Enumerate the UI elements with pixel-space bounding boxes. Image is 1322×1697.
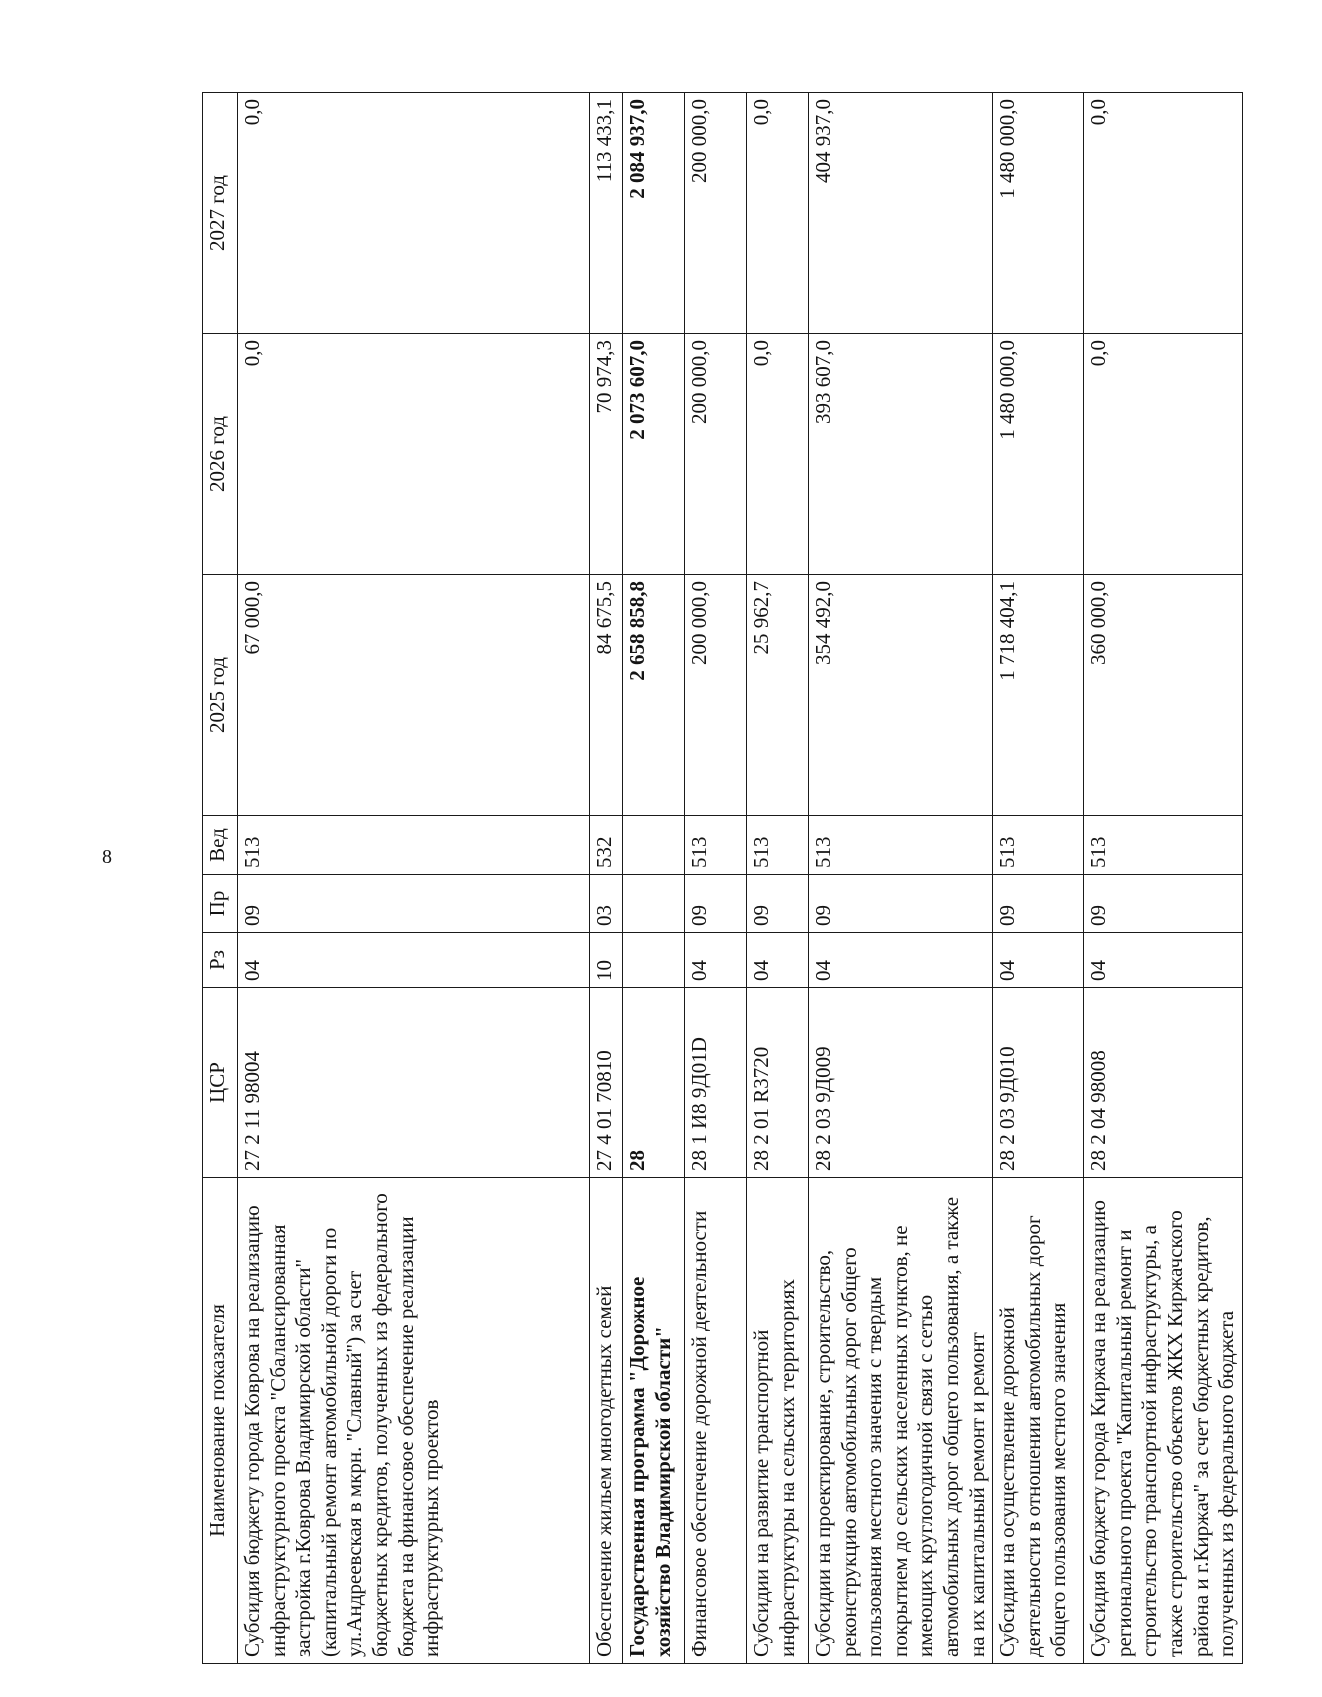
cell-name: Финансовое обеспечение дорожной деятельности (685, 1178, 747, 1664)
header-name: Наименование показателя (203, 1178, 238, 1664)
cell-name: Субсидия бюджету города Киржача на реализацию регионального проекта "Капитальный ремонт и строительство транспортной инфраструктуры, а также строительство объектов ЖКХ Киржачского района и г.Киржач" за счет бюджетных кредитов, полученных из федерального бюджета (1084, 1178, 1243, 1664)
cell-2025: 200 000,0 (685, 575, 747, 816)
cell-ved: 513 (1084, 816, 1243, 875)
page-number: 8 (102, 846, 112, 868)
cell-ved: 513 (993, 816, 1084, 875)
cell-2025: 2 658 858,8 (623, 575, 685, 816)
cell-rz: 04 (993, 933, 1084, 988)
table-row (238, 93, 590, 1664)
cell-2026: 0,0 (238, 334, 590, 575)
cell-pr: 09 (238, 875, 590, 933)
cell-csr: 28 2 03 9Д009 (809, 988, 993, 1178)
cell-2026: 393 607,0 (809, 334, 993, 575)
cell-ved: 513 (809, 816, 993, 875)
cell-pr: 09 (993, 875, 1084, 933)
table-row (685, 93, 747, 1664)
header-rz: Рз (203, 933, 238, 988)
cell-2026: 0,0 (1084, 334, 1243, 575)
cell-2025: 67 000,0 (238, 575, 590, 816)
cell-pr (623, 875, 685, 933)
cell-rz: 04 (747, 933, 809, 988)
cell-rz (623, 933, 685, 988)
cell-2025: 25 962,7 (747, 575, 809, 816)
table-row (590, 93, 623, 1664)
cell-name: Субсидия бюджету города Коврова на реализацию инфраструктурного проекта "Сбалансированная застройка г.Коврова Владимирской области" (капитальный ремонт автомобильной дороги по ул.Андреевская в мкрн. "Славный") за счет бюджетных кредитов, полученных из федерального бюджета на финансовое обеспечение реализации инфраструктурных проектов (238, 1178, 590, 1664)
cell-name: Субсидии на осуществление дорожной деятельности в отношении автомобильных дорог общего пользования местного значения (993, 1178, 1084, 1664)
cell-2027: 2 084 937,0 (623, 93, 685, 334)
cell-2026: 2 073 607,0 (623, 334, 685, 575)
cell-2025: 1 718 404,1 (993, 575, 1084, 816)
cell-pr: 09 (747, 875, 809, 933)
cell-csr: 28 1 И8 9Д01D (685, 988, 747, 1178)
cell-2026: 1 480 000,0 (993, 334, 1084, 575)
table-row (623, 93, 685, 1664)
cell-ved: 532 (590, 816, 623, 875)
header-csr: ЦСР (203, 988, 238, 1178)
table-header-row (203, 93, 238, 1664)
table-row (747, 93, 809, 1664)
cell-2027: 200 000,0 (685, 93, 747, 334)
cell-2026: 70 974,3 (590, 334, 623, 575)
rotated-page-content (202, 92, 1322, 1684)
cell-pr: 09 (685, 875, 747, 933)
cell-rz: 04 (685, 933, 747, 988)
cell-2026: 200 000,0 (685, 334, 747, 575)
cell-name: Обеспечение жильем многодетных семей (590, 1178, 623, 1664)
cell-name: Субсидии на проектирование, строительство, реконструкцию автомобильных дорог общего пользования местного значения с твердым покрытием до сельских населенных пунктов, не имеющих круглогодичной связи с сетью автомобильных дорог общего пользования, а также на их капитальный ремонт и ремонт (809, 1178, 993, 1664)
cell-ved: 513 (747, 816, 809, 875)
cell-csr: 27 4 01 70810 (590, 988, 623, 1178)
cell-2027: 0,0 (238, 93, 590, 334)
cell-name: Государственная программа "Дорожное хозяйство Владимирской области" (623, 1178, 685, 1664)
cell-2027: 0,0 (1084, 93, 1243, 334)
cell-csr: 28 2 04 98008 (1084, 988, 1243, 1178)
cell-csr: 27 2 11 98004 (238, 988, 590, 1178)
cell-2026: 0,0 (747, 334, 809, 575)
table-row (1084, 93, 1243, 1664)
table-row (993, 93, 1084, 1664)
table-row (809, 93, 993, 1664)
cell-rz: 04 (809, 933, 993, 988)
header-ved: Вед (203, 816, 238, 875)
cell-pr: 09 (809, 875, 993, 933)
cell-2025: 360 000,0 (1084, 575, 1243, 816)
cell-2025: 354 492,0 (809, 575, 993, 816)
cell-csr: 28 (623, 988, 685, 1178)
cell-2025: 84 675,5 (590, 575, 623, 816)
header-2025: 2025 год (203, 575, 238, 816)
cell-2027: 0,0 (747, 93, 809, 334)
cell-2027: 1 480 000,0 (993, 93, 1084, 334)
cell-pr: 09 (1084, 875, 1243, 933)
budget-table (202, 92, 1243, 1664)
header-pr: Пр (203, 875, 238, 933)
header-2026: 2026 год (203, 334, 238, 575)
cell-name: Субсидии на развитие транспортной инфраструктуры на сельских территориях (747, 1178, 809, 1664)
cell-rz: 04 (1084, 933, 1243, 988)
cell-csr: 28 2 01 R3720 (747, 988, 809, 1178)
header-2027: 2027 год (203, 93, 238, 334)
cell-ved: 513 (685, 816, 747, 875)
cell-pr: 03 (590, 875, 623, 933)
cell-csr: 28 2 03 9Д010 (993, 988, 1084, 1178)
cell-2027: 113 433,1 (590, 93, 623, 334)
cell-rz: 04 (238, 933, 590, 988)
cell-rz: 10 (590, 933, 623, 988)
cell-ved (623, 816, 685, 875)
table-body (238, 93, 1243, 1664)
cell-ved: 513 (238, 816, 590, 875)
cell-2027: 404 937,0 (809, 93, 993, 334)
